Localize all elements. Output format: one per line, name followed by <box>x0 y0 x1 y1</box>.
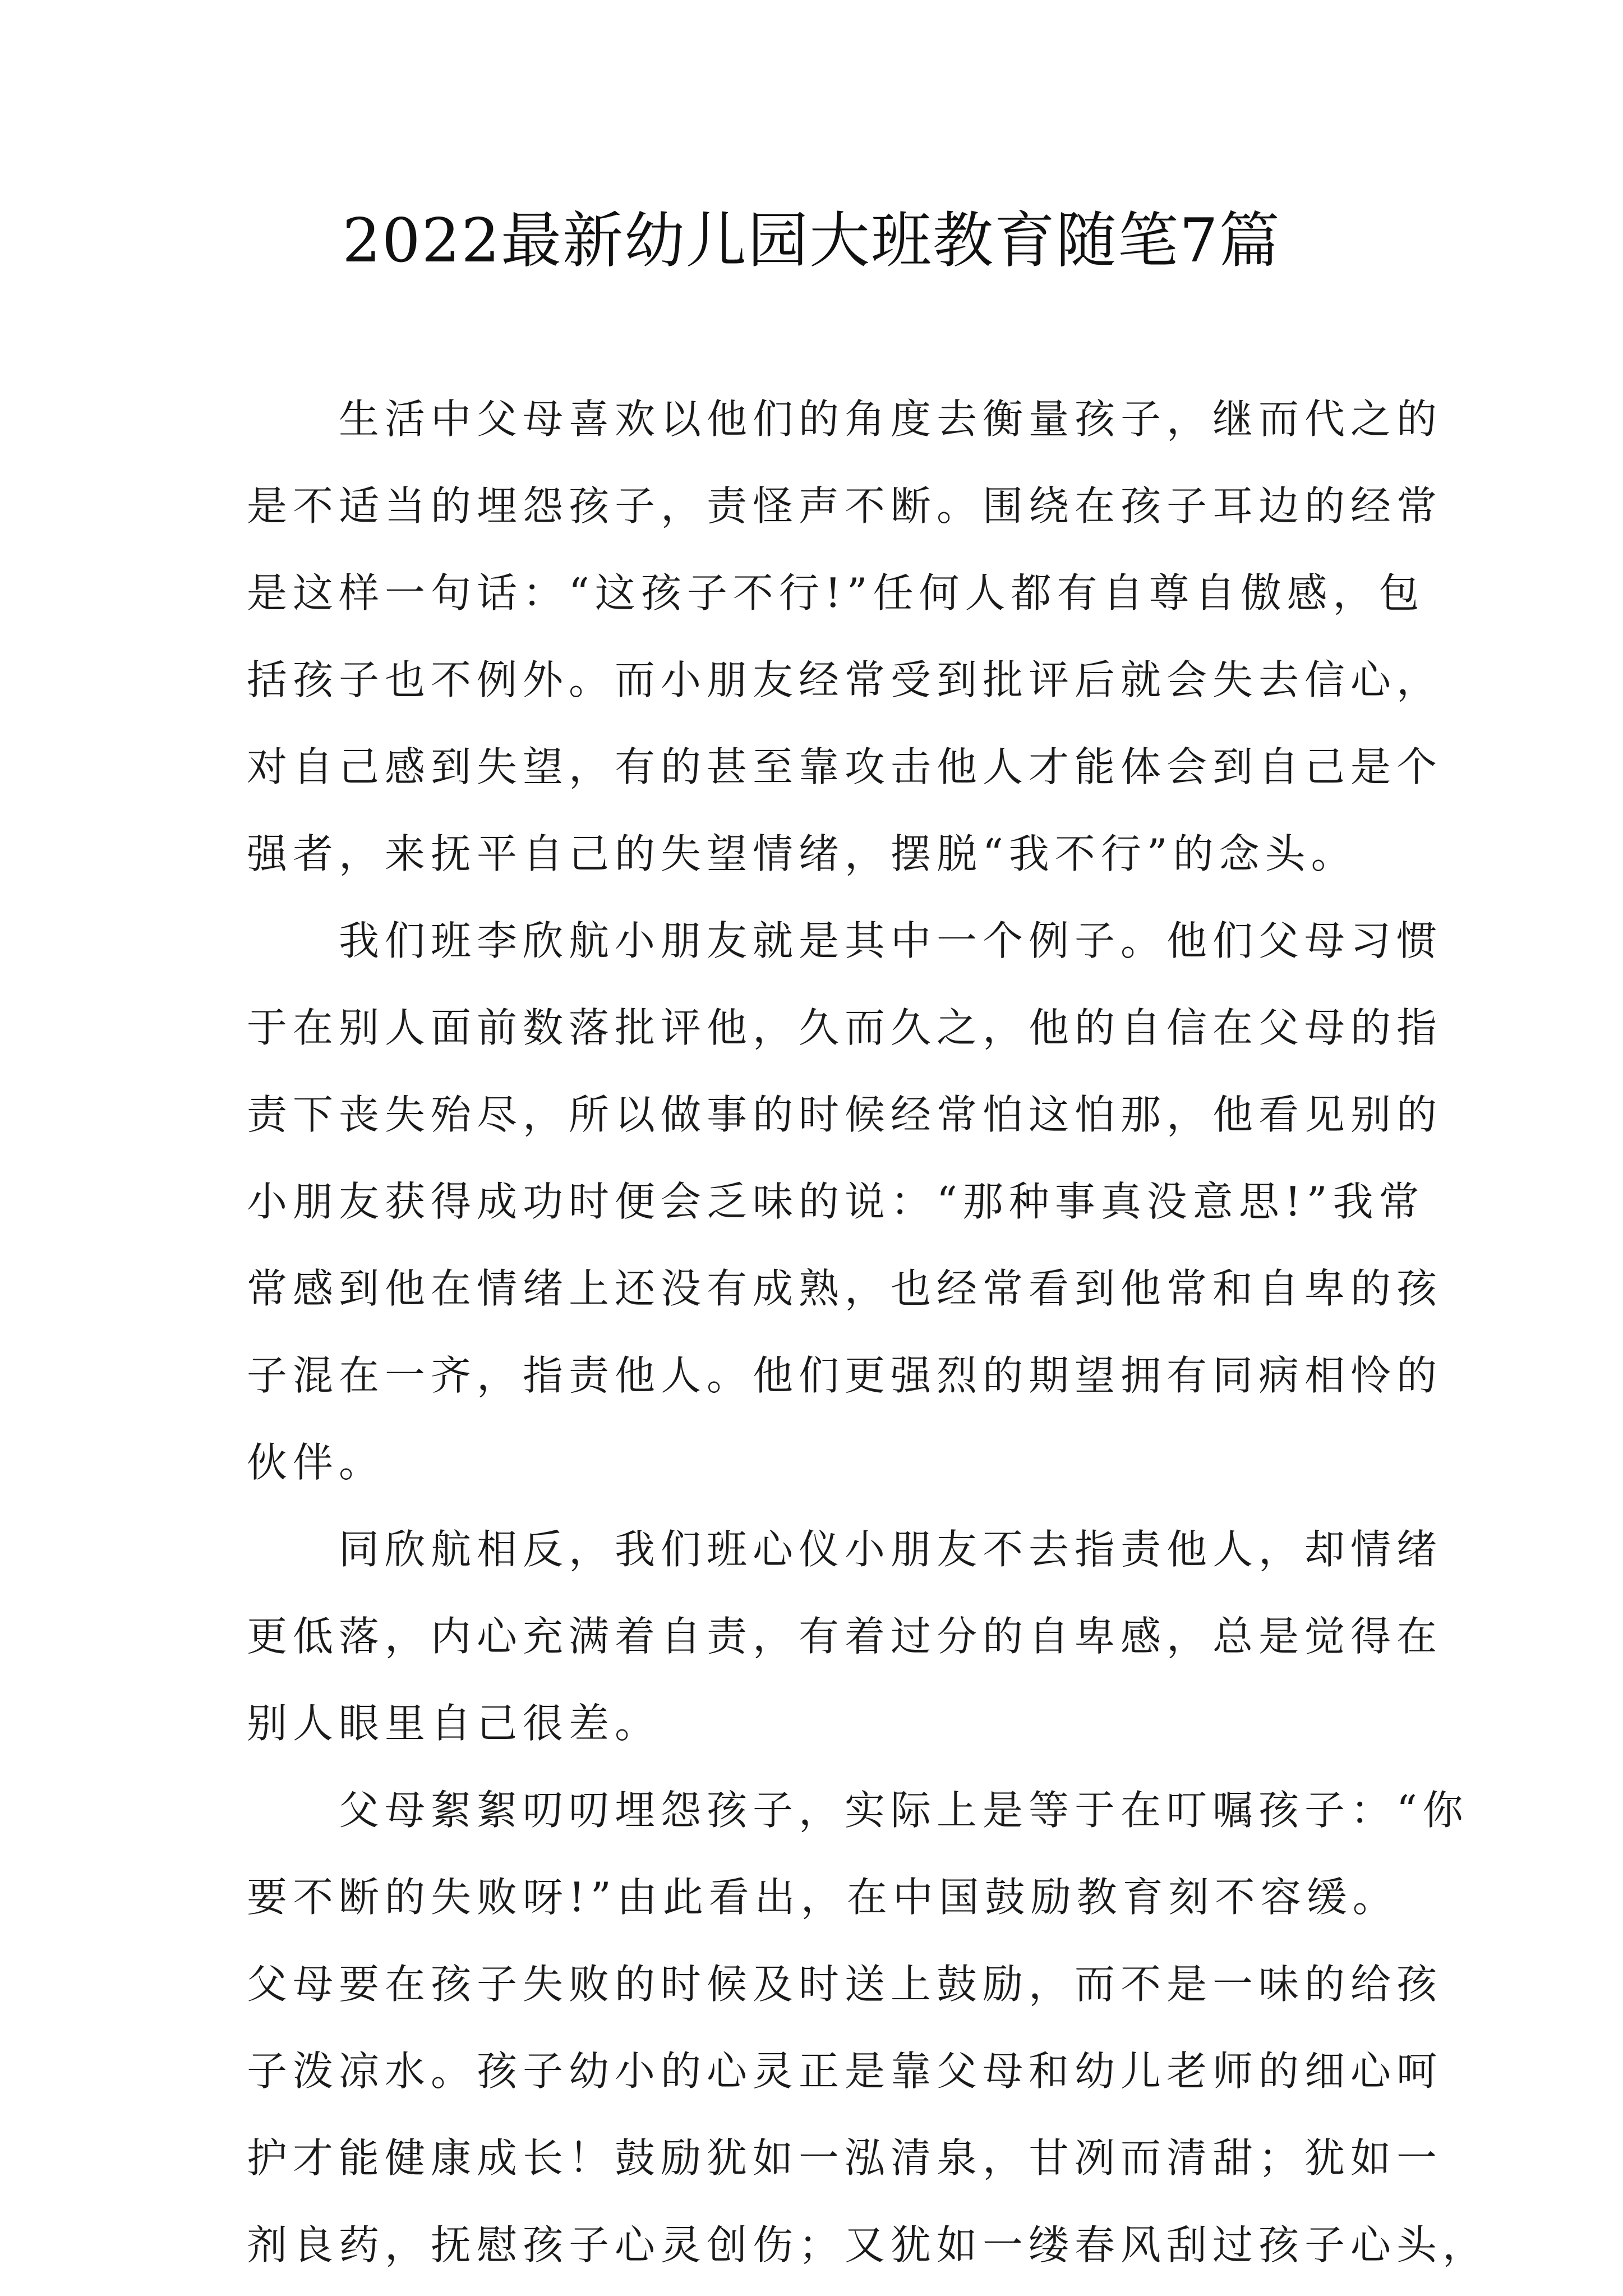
body-line: 护才能健康成长！鼓励犹如一泓清泉，甘冽而清甜；犹如一 <box>247 2134 1443 2182</box>
body-line: 于在别人面前数落批评他，久而久之，他的自信在父母的指 <box>247 1004 1443 1051</box>
body-line: 伙伴。 <box>247 1439 385 1486</box>
document-title: 2022最新幼儿园大班教育随笔7篇 <box>342 206 1281 276</box>
body-line: 父母絮絮叨叨埋怨孩子，实际上是等于在叮嘱孩子：“你 <box>247 1787 1469 1834</box>
body-line: 剂良药，抚慰孩子心灵创伤；又犹如一缕春风刮过孩子心头， <box>247 2221 1489 2269</box>
document-body <box>247 376 1489 2289</box>
body-line: 我们班李欣航小朋友就是其中一个例子。他们父母习惯 <box>247 917 1443 964</box>
body-line: 括孩子也不例外。而小朋友经常受到批评后就会失去信心， <box>247 656 1443 703</box>
body-line: 责下丧失殆尽，所以做事的时候经常怕这怕那，他看见别的 <box>247 1091 1443 1138</box>
body-line: 小朋友获得成功时便会乏味的说：“那种事真没意思!”我常 <box>247 1178 1425 1225</box>
body-line: 更低落，内心充满着自责，有着过分的自卑感，总是觉得在 <box>247 1613 1443 1660</box>
body-line: 生活中父母喜欢以他们的角度去衡量孩子，继而代之的 <box>247 395 1443 443</box>
body-line: 要不断的失败呀!”由此看出，在中国鼓励教育刻不容缓。 <box>247 1874 1399 1921</box>
body-line: 父母要在孩子失败的时候及时送上鼓励，而不是一味的给孩 <box>247 1961 1443 2008</box>
body-line: 强者，来抚平自己的失望情绪，摆脱“我不行”的念头。 <box>247 830 1357 877</box>
body-line: 是这样一句话：“这孩子不行!”任何人都有自尊自傲感，包 <box>247 569 1425 616</box>
body-line: 同欣航相反，我们班心仪小朋友不去指责他人，却情绪 <box>247 1526 1443 1573</box>
body-line: 对自己感到失望，有的甚至靠攻击他人才能体会到自己是个 <box>247 743 1443 790</box>
body-line: 是不适当的埋怨孩子，责怪声不断。围绕在孩子耳边的经常 <box>247 482 1443 530</box>
body-line: 子泼凉水。孩子幼小的心灵正是靠父母和幼儿老师的细心呵 <box>247 2047 1443 2095</box>
body-line: 常感到他在情绪上还没有成熟，也经常看到他常和自卑的孩 <box>247 1265 1443 1312</box>
body-line: 别人眼里自己很差。 <box>247 1700 661 1747</box>
body-line: 子混在一齐，指责他人。他们更强烈的期望拥有同病相怜的 <box>247 1352 1443 1399</box>
